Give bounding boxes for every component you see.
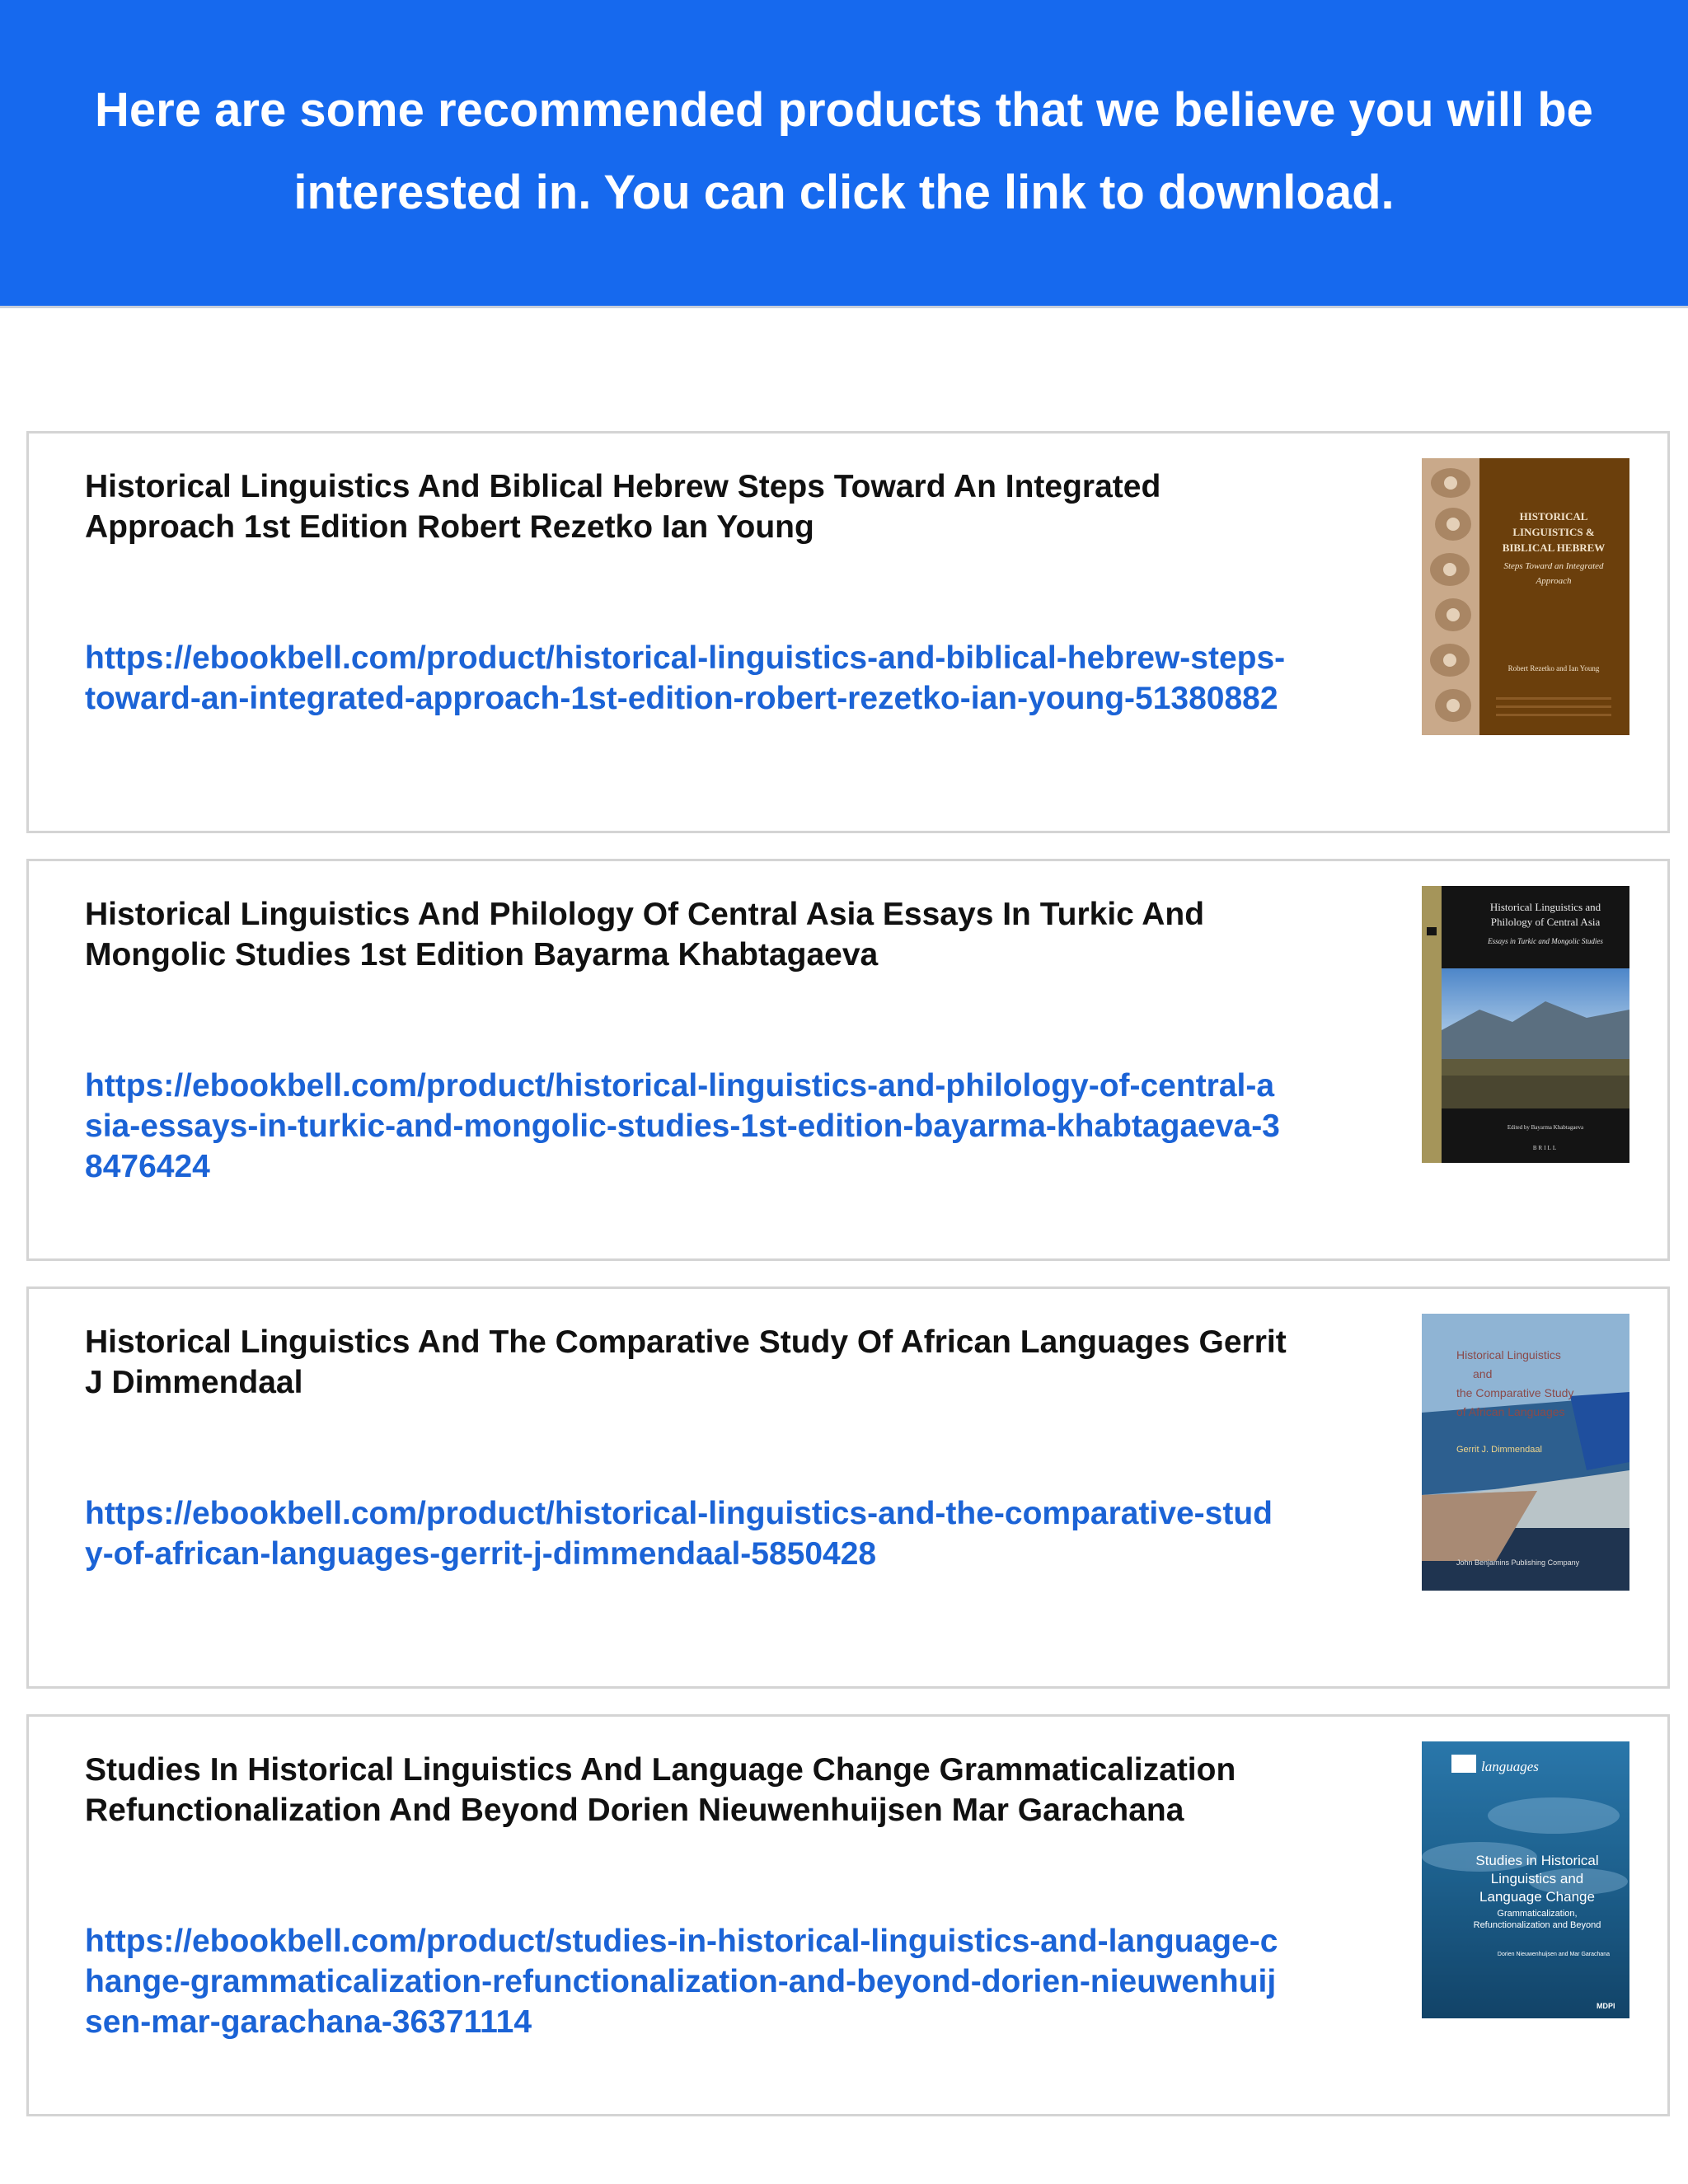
cover-title-line: BIBLICAL HEBREW: [1502, 541, 1606, 554]
cover-title-line: Historical Linguistics and: [1489, 901, 1601, 913]
cover-publisher: MDPI: [1597, 2002, 1615, 2010]
product-download-link[interactable]: https://ebookbell.com/product/historical-linguistics-and-the-comparative-study-of-african-languages-gerrit-j-dimmendaal-5850428: [85, 1496, 1273, 1572]
product-card: [26, 859, 1670, 1261]
product-download-link[interactable]: https://ebookbell.com/product/historical-linguistics-and-biblical-hebrew-steps-toward-an-integrated-approach-1st-edition-robert-rezetko-ian-young-51380882: [85, 640, 1286, 716]
cover-title-line: Historical Linguistics: [1456, 1348, 1561, 1361]
product-download-link[interactable]: https://ebookbell.com/product/studies-in-historical-linguistics-and-language-change-grammaticalization-refunctionalization-and-beyond-dorien-nieuwenhuijsen-mar-garachana-36371114: [85, 1924, 1278, 2040]
cover-title-line: and: [1473, 1367, 1493, 1380]
cover-editor: Edited by Bayarma Khabtagaeva: [1507, 1124, 1584, 1131]
product-card: [26, 1286, 1670, 1689]
cover-title-line: the Comparative Study: [1456, 1386, 1574, 1399]
cover-title-line: Language Change: [1479, 1889, 1595, 1905]
cover-authors: Robert Rezetko and Ian Young: [1507, 664, 1600, 673]
cover-title-line: Studies in Historical: [1475, 1853, 1599, 1868]
cover-subtitle: Essays in Turkic and Mongolic Studies: [1488, 937, 1603, 945]
cover-subtitle-line: Grammaticalization,: [1497, 1909, 1578, 1919]
cover-subtitle-line: Steps Toward an Integrated: [1503, 561, 1604, 571]
cover-editors: Dorien Nieuwenhuijsen and Mar Garachana: [1497, 1952, 1611, 1957]
cover-title-line: HISTORICAL: [1519, 510, 1588, 523]
cover-title-line: of African Languages: [1456, 1405, 1565, 1418]
product-title: Historical Linguistics And Biblical Hebrew Steps Toward An Integrated Approach 1st Edition Robert Rezetko Ian Young: [85, 469, 1161, 545]
cover-journal: languages: [1481, 1759, 1539, 1774]
cover-title-line: Linguistics and: [1490, 1871, 1584, 1886]
cover-subtitle-line: Approach: [1536, 576, 1572, 586]
product-title: Studies In Historical Linguistics And Language Change Grammaticalization Refunctionalization And Beyond Dorien Nieuwenhuijsen Mar Garachana: [85, 1752, 1236, 1828]
product-title: Historical Linguistics And The Comparative Study Of African Languages Gerrit J Dimmendaal: [85, 1324, 1287, 1400]
book-cover-image[interactable]: [1422, 886, 1629, 1163]
product-download-link[interactable]: https://ebookbell.com/product/historical-linguistics-and-philology-of-central-asia-essays-in-turkic-and-mongolic-studies-1st-edition-bayarma-khabtagaeva-38476424: [85, 1068, 1280, 1184]
recommendation-banner: [0, 0, 1688, 308]
cover-publisher: John Benjamins Publishing Company: [1456, 1558, 1580, 1567]
cover-author: Gerrit J. Dimmendaal: [1456, 1445, 1542, 1455]
cover-title-line: Philology of Central Asia: [1490, 916, 1601, 928]
product-title: Historical Linguistics And Philology Of Central Asia Essays In Turkic And Mongolic Studies 1st Edition Bayarma Khabtagaeva: [85, 897, 1205, 972]
cover-publisher: BRILL: [1532, 1145, 1559, 1151]
book-cover-image[interactable]: [1422, 458, 1629, 735]
banner-text: Here are some recommended products that we believe you will be interested in. You can click the link to download.: [95, 82, 1593, 219]
book-cover-image[interactable]: [1422, 1741, 1629, 2018]
product-card: [26, 431, 1670, 833]
cover-title-line: LINGUISTICS &: [1512, 526, 1595, 538]
book-cover-image[interactable]: [1422, 1314, 1629, 1591]
cover-subtitle-line: Refunctionalization and Beyond: [1473, 1920, 1601, 1930]
product-card: [26, 1714, 1670, 2116]
